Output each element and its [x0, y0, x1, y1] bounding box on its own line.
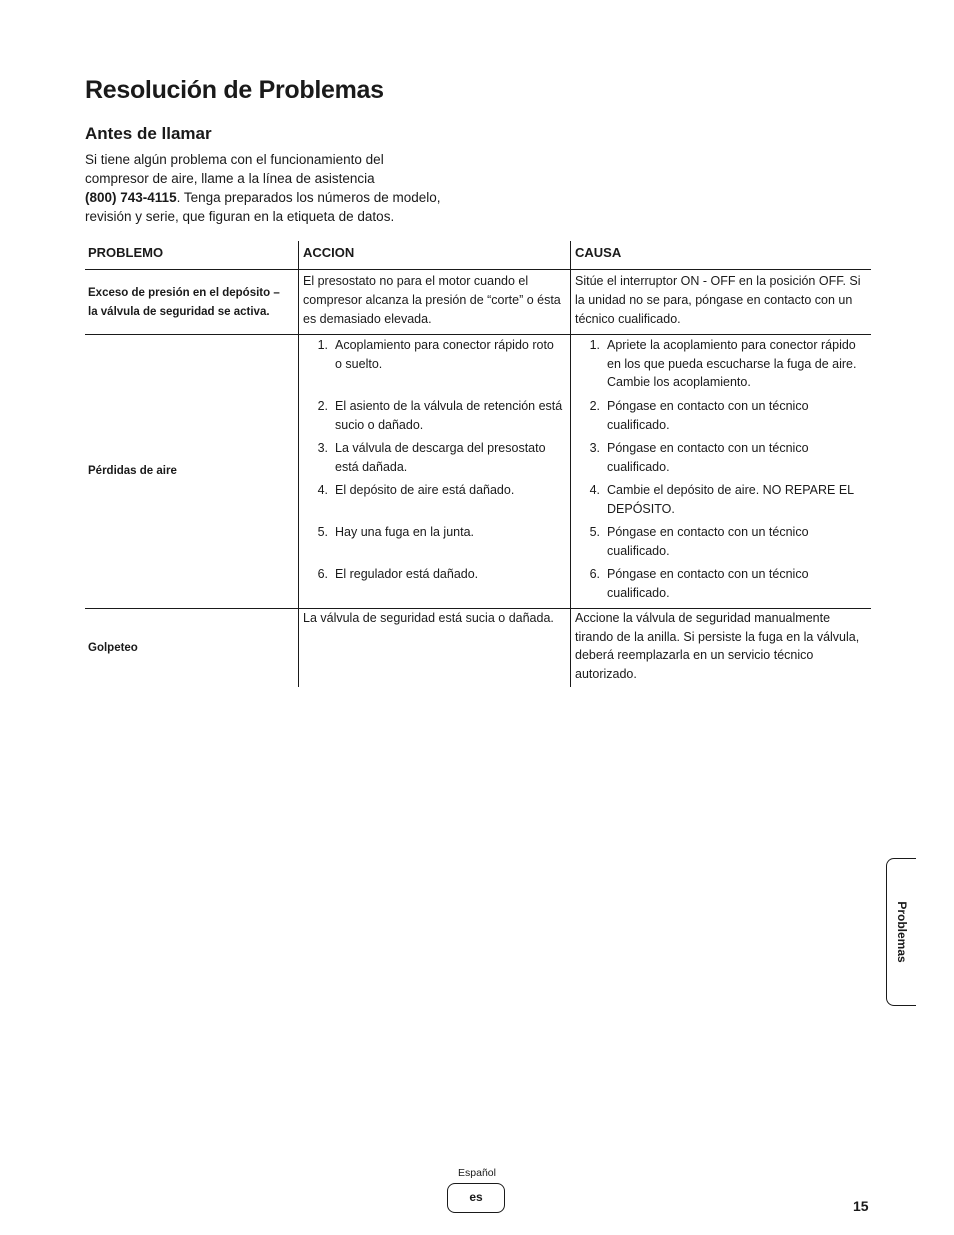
list-text-line: Hay una fuga en la junta.	[335, 525, 474, 539]
cause-cell	[570, 609, 871, 687]
problem-text-line: Exceso de presión en el depósito –	[88, 287, 280, 299]
list-text-line: DEPÓSITO.	[607, 501, 675, 516]
cause-cell	[570, 270, 871, 334]
table-row	[85, 609, 871, 687]
list-text-line: cualificado.	[607, 417, 670, 432]
page-title: Resolución de Problemas	[85, 76, 384, 104]
list-number: 1.	[317, 338, 328, 352]
cause-cell	[570, 335, 871, 608]
list-number: 3.	[589, 441, 600, 455]
list-number: 1.	[589, 338, 600, 352]
list-text-line: Póngase en contacto con un técnico	[607, 399, 809, 413]
cause-text-line: autorizado.	[575, 666, 637, 681]
list-item	[303, 336, 566, 373]
list-item	[303, 481, 566, 500]
cause-text-line: técnico cualificado.	[575, 312, 681, 326]
intro-line-2: compresor de aire, llame a la línea de asistencia	[85, 171, 375, 186]
list-item	[575, 336, 863, 392]
list-number: 6.	[589, 567, 600, 581]
list-text-line: está dañada.	[335, 459, 408, 474]
header-cause: CAUSA	[570, 241, 871, 269]
list-number: 6.	[317, 567, 328, 581]
list-item	[303, 523, 566, 542]
action-text-line: El presostato no para el motor cuando el	[303, 274, 529, 288]
list-item	[575, 523, 863, 560]
intro-line-4: revisión y serie, que figuran en la etiqueta de datos.	[85, 209, 395, 224]
list-text-line: Póngase en contacto con un técnico	[607, 441, 809, 455]
list-text-line: cualificado.	[607, 459, 670, 474]
support-phone: (800) 743-4115	[85, 190, 177, 205]
problem-text-line: la válvula de seguridad se activa.	[88, 306, 270, 318]
list-text-line: Cambie los acoplamiento.	[607, 375, 751, 389]
list-number: 4.	[317, 483, 328, 497]
section-side-tab	[886, 858, 916, 1006]
problem-text: Golpeteo	[88, 641, 138, 654]
page-number: 15	[853, 1198, 869, 1214]
list-text-line: cualificado.	[607, 543, 670, 558]
list-number: 5.	[589, 525, 600, 539]
problem-cell	[85, 609, 298, 687]
list-item	[575, 439, 863, 476]
action-cell	[298, 335, 570, 608]
list-text-line: Póngase en contacto con un técnico	[607, 525, 809, 539]
list-text-line: El asiento de la válvula de retención está	[335, 399, 563, 413]
cause-text-line: Accione la válvula de seguridad manualmente	[575, 611, 831, 625]
list-number: 3.	[317, 441, 328, 455]
action-cell	[298, 609, 570, 687]
list-item	[575, 481, 863, 518]
header-problem: PROBLEMO	[88, 245, 164, 260]
list-item	[575, 397, 863, 434]
list-text-line: El regulador está dañado.	[335, 567, 479, 581]
intro-line-1: Si tiene algún problema con el funcionamiento del	[85, 152, 384, 167]
list-text-line: Cambie el depósito de aire. NO REPARE EL	[607, 483, 855, 497]
list-text-line: Póngase en contacto con un técnico	[607, 567, 809, 581]
problem-cell	[85, 270, 298, 334]
cause-text-line: Sitúe el interruptor ON - OFF en la posición OFF. Si	[575, 274, 861, 288]
intro-line-3	[85, 188, 475, 207]
cause-text-line: deberá reemplazarla en un servicio técnico	[575, 648, 814, 662]
list-number: 5.	[317, 525, 328, 539]
list-number: 2.	[589, 399, 600, 413]
list-text-line: El depósito de aire está dañado.	[335, 483, 515, 497]
header-action: ACCION	[298, 241, 570, 269]
cause-text-line: la unidad no se para, póngase en contacto con un	[575, 293, 853, 307]
list-item	[303, 565, 566, 584]
list-item	[303, 397, 566, 434]
action-text-line: La válvula de seguridad está sucia o dañada.	[303, 611, 554, 625]
list-text-line: o suelto.	[335, 356, 383, 371]
section-subtitle: Antes de llamar	[85, 124, 212, 143]
problem-text: Pérdidas de aire	[88, 465, 177, 478]
list-item	[575, 565, 863, 602]
table-row	[85, 335, 871, 609]
intro-paragraph	[85, 150, 475, 226]
cause-list	[575, 335, 863, 608]
troubleshooting-table	[85, 241, 871, 687]
action-list	[303, 335, 566, 608]
side-tab-label: Problemas	[894, 901, 909, 963]
language-badge: es	[447, 1183, 505, 1213]
action-cell	[298, 270, 570, 334]
list-number: 2.	[317, 399, 328, 413]
list-text-line: La válvula de descarga del presostato	[335, 441, 546, 455]
list-text-line: Acoplamiento para conector rápido roto	[335, 338, 554, 352]
table-header-row	[85, 241, 871, 270]
list-number: 4.	[589, 483, 600, 497]
action-text-line: es demasiado elevada.	[303, 312, 432, 326]
cause-text-line: tirando de la anilla. Si persiste la fuga en la válvula,	[575, 629, 860, 644]
list-text-line: cualificado.	[607, 585, 670, 600]
language-label: Español	[458, 1167, 496, 1179]
list-text-line: sucio o dañado.	[335, 417, 424, 432]
table-row	[85, 270, 871, 335]
list-text-line: en los que pueda escucharse la fuga de aire.	[607, 356, 857, 371]
list-item	[303, 439, 566, 476]
problem-cell	[85, 335, 298, 608]
list-text-line: Apriete la acoplamiento para conector rápido	[607, 338, 856, 352]
intro-line-3-rest: . Tenga preparados los números de modelo,	[176, 190, 441, 205]
action-text-line: compresor alcanza la presión de “corte” o ésta	[303, 293, 561, 307]
